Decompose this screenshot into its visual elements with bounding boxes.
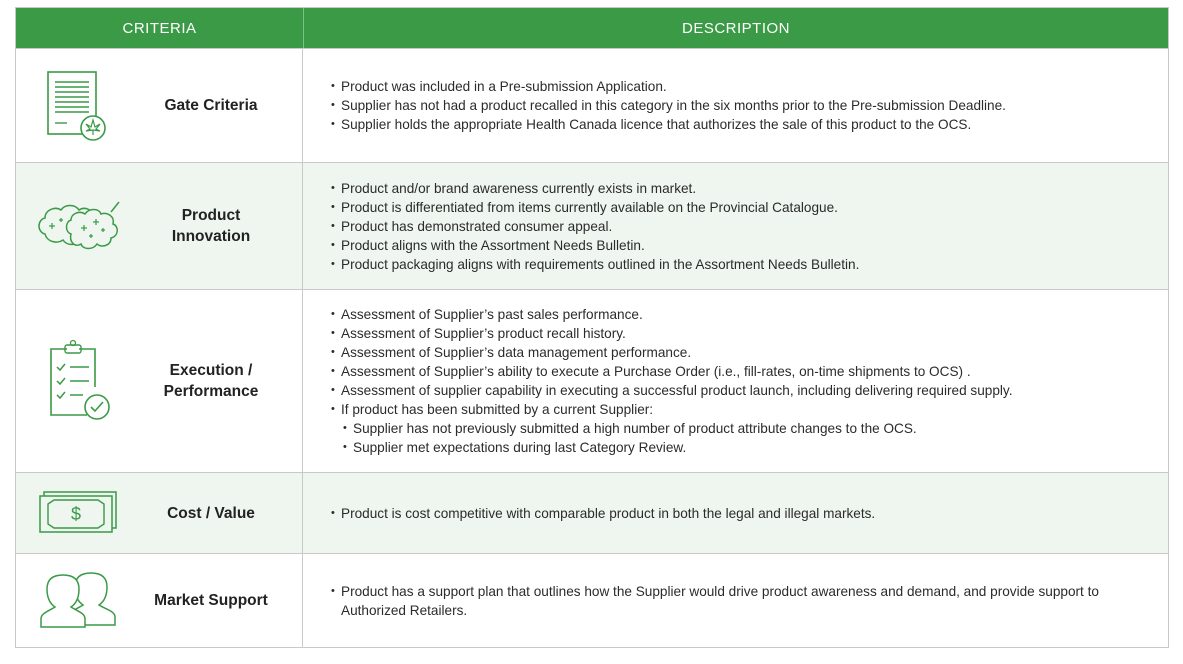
table-row [16, 553, 1168, 647]
table-row [16, 162, 1168, 289]
header-description: DESCRIPTION [681, 19, 790, 37]
criteria-label-line: Product [181, 207, 241, 224]
bullet-item: • Assessment of supplier capability in executing a successful product launch, including delivering required supply. [331, 381, 1168, 400]
table-row [16, 48, 1168, 162]
criteria-cell [16, 49, 303, 162]
description-cell [303, 290, 1168, 472]
sub-bullet-item: • Supplier met expectations during last Category Review. [343, 438, 1168, 457]
criteria-label-line: Innovation [171, 228, 251, 245]
criteria-label-line: Performance [163, 383, 259, 400]
bullet-item: • Assessment of Supplier’s data management performance. [331, 343, 1168, 362]
criteria-cell [16, 473, 303, 553]
criteria-label [140, 205, 302, 247]
table-header [16, 8, 1168, 48]
bullet-item: • Product is cost competitive with comparable product in both the legal and illegal markets. [331, 504, 1168, 523]
criteria-cell [16, 163, 303, 289]
criteria-table [15, 7, 1169, 648]
criteria-label-line: Execution / [169, 362, 253, 379]
bullet-item: • Supplier has not had a product recalled in this category in the six months prior to the Pre-submission Deadline. [331, 96, 1168, 115]
criteria-label: Gate Criteria [164, 97, 258, 114]
document-cannabis-icon [16, 68, 140, 144]
header-criteria: CRITERIA [16, 8, 304, 48]
criteria-label: Cost / Value [167, 504, 255, 522]
dollar-sign: $ [70, 504, 82, 524]
bullet-item: • If product has been submitted by a current Supplier: [331, 400, 1168, 419]
users-icon [16, 571, 140, 631]
bullet-item: • Product was included in a Pre-submission Application. [331, 77, 1168, 96]
bullet-item: • Product aligns with the Assortment Needs Bulletin. [331, 236, 1168, 255]
table-row [16, 472, 1168, 553]
money-bill-icon [16, 490, 140, 536]
bullet-item: • Product is differentiated from items currently available on the Provincial Catalogue. [331, 198, 1168, 217]
clipboard-check-icon [16, 339, 140, 423]
table-row [16, 289, 1168, 472]
bullet-item: • Product has a support plan that outlines how the Supplier would drive product awareness and demand, and provide support to Authorized Retailers. [331, 582, 1168, 620]
bullet-item: • Product and/or brand awareness currently exists in market. [331, 179, 1168, 198]
bullet-item: • Assessment of Supplier’s ability to execute a Purchase Order (i.e., fill-rates, on-time shipments to OCS) . [331, 362, 1168, 381]
criteria-cell [16, 554, 303, 647]
description-cell [303, 554, 1168, 647]
bullet-item: • Product has demonstrated consumer appeal. [331, 217, 1168, 236]
criteria-cell [16, 290, 303, 472]
description-cell [303, 49, 1168, 162]
bullet-item: • Supplier holds the appropriate Health Canada licence that authorizes the sale of this product to the OCS. [331, 115, 1168, 134]
criteria-label [140, 360, 302, 402]
bullet-item: • Product packaging aligns with requirements outlined in the Assortment Needs Bulletin. [331, 255, 1168, 274]
description-cell [303, 473, 1168, 553]
bullet-item: • Assessment of Supplier’s product recall history. [331, 324, 1168, 343]
bullet-item: • Assessment of Supplier’s past sales performance. [331, 305, 1168, 324]
criteria-label: Market Support [154, 592, 268, 609]
sub-bullet-item: • Supplier has not previously submitted a high number of product attribute changes to the OCS. [343, 419, 1168, 438]
description-cell [303, 163, 1168, 289]
sparkle-cloud-icon [16, 198, 140, 254]
